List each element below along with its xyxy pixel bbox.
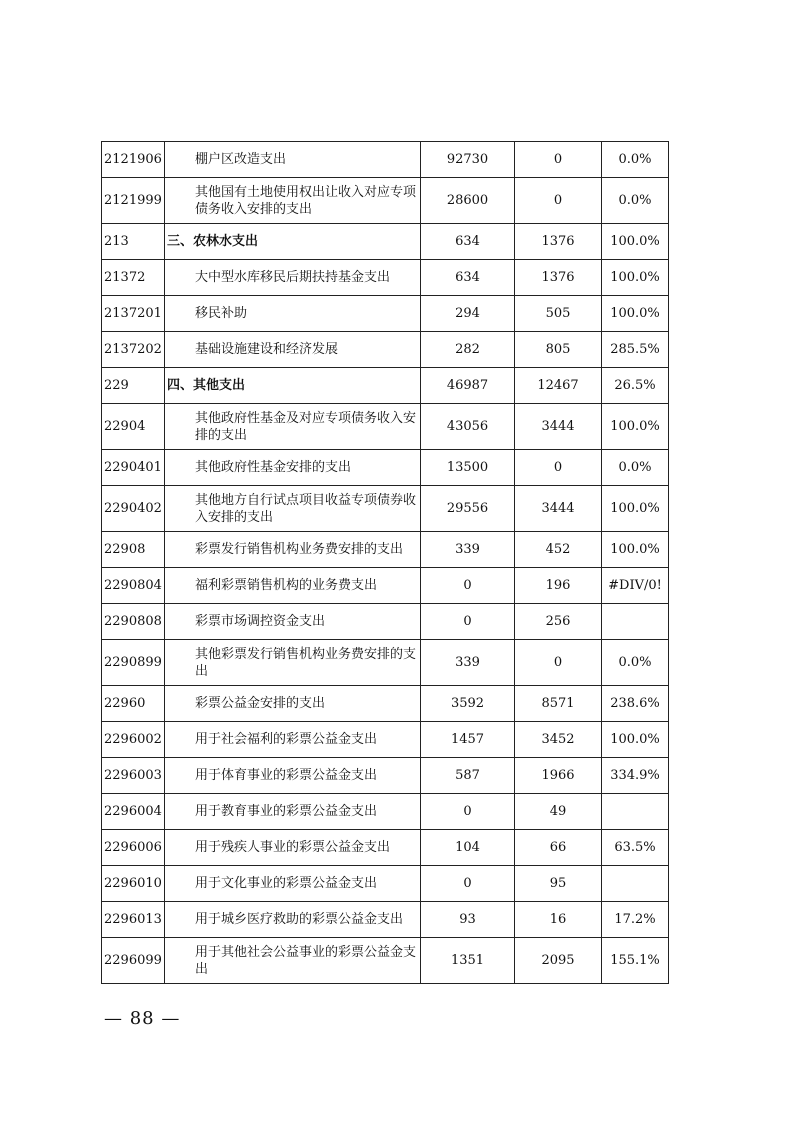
table-row [102, 758, 669, 794]
value-cell-1: 634 [421, 224, 515, 260]
value-cell-2: 1376 [515, 260, 602, 296]
value-cell-2: 0 [515, 178, 602, 224]
code-cell: 2290402 [102, 486, 165, 532]
value-cell-2: 8571 [515, 686, 602, 722]
value-cell-1: 104 [421, 830, 515, 866]
code-cell: 2290401 [102, 450, 165, 486]
item-name-cell: 用于体育事业的彩票公益金支出 [165, 758, 421, 794]
code-cell: 2290808 [102, 604, 165, 640]
value-cell-1: 0 [421, 604, 515, 640]
percent-cell: 100.0% [602, 404, 669, 450]
value-cell-2: 505 [515, 296, 602, 332]
item-name-cell: 其他地方自行试点项目收益专项债券收入安排的支出 [165, 486, 421, 532]
code-cell: 2296013 [102, 902, 165, 938]
percent-cell [602, 794, 669, 830]
item-name-cell: 用于城乡医疗救助的彩票公益金支出 [165, 902, 421, 938]
item-name-cell: 大中型水库移民后期扶持基金支出 [165, 260, 421, 296]
table-row [102, 794, 669, 830]
value-cell-2: 0 [515, 142, 602, 178]
table-row [102, 296, 669, 332]
value-cell-1: 28600 [421, 178, 515, 224]
value-cell-1: 0 [421, 866, 515, 902]
code-cell: 22908 [102, 532, 165, 568]
table-row [102, 866, 669, 902]
table-row [102, 260, 669, 296]
item-name-cell: 彩票市场调控资金支出 [165, 604, 421, 640]
value-cell-1: 43056 [421, 404, 515, 450]
percent-cell: 100.0% [602, 260, 669, 296]
table-row [102, 902, 669, 938]
percent-cell: 0.0% [602, 178, 669, 224]
table-row [102, 532, 669, 568]
code-cell: 2137202 [102, 332, 165, 368]
item-name-cell: 其他国有土地使用权出让收入对应专项债务收入安排的支出 [165, 178, 421, 224]
table-body [102, 142, 669, 984]
percent-cell: 100.0% [602, 722, 669, 758]
code-cell: 2121906 [102, 142, 165, 178]
item-name-cell: 其他政府性基金及对应专项债务收入安排的支出 [165, 404, 421, 450]
page-number: — 88 — [104, 1008, 181, 1029]
percent-cell: 17.2% [602, 902, 669, 938]
value-cell-1: 1351 [421, 938, 515, 984]
percent-cell: 100.0% [602, 296, 669, 332]
item-name-cell: 用于教育事业的彩票公益金支出 [165, 794, 421, 830]
percent-cell: 0.0% [602, 142, 669, 178]
percent-cell: 26.5% [602, 368, 669, 404]
table-row [102, 722, 669, 758]
value-cell-1: 294 [421, 296, 515, 332]
item-name-cell: 用于其他社会公益事业的彩票公益金支出 [165, 938, 421, 984]
item-name-cell: 其他政府性基金安排的支出 [165, 450, 421, 486]
percent-cell: 100.0% [602, 532, 669, 568]
item-name-cell: 四、其他支出 [165, 368, 421, 404]
table-row [102, 450, 669, 486]
value-cell-2: 196 [515, 568, 602, 604]
item-name-cell: 移民补助 [165, 296, 421, 332]
code-cell: 22960 [102, 686, 165, 722]
value-cell-1: 46987 [421, 368, 515, 404]
value-cell-1: 13500 [421, 450, 515, 486]
table-row [102, 142, 669, 178]
code-cell: 2296002 [102, 722, 165, 758]
percent-cell: 100.0% [602, 224, 669, 260]
item-name-cell: 福利彩票销售机构的业务费支出 [165, 568, 421, 604]
budget-table [101, 141, 669, 984]
code-cell: 2290804 [102, 568, 165, 604]
value-cell-2: 49 [515, 794, 602, 830]
item-name-cell: 基础设施建设和经济发展 [165, 332, 421, 368]
value-cell-2: 1966 [515, 758, 602, 794]
value-cell-2: 805 [515, 332, 602, 368]
value-cell-2: 0 [515, 640, 602, 686]
value-cell-1: 29556 [421, 486, 515, 532]
value-cell-1: 1457 [421, 722, 515, 758]
table-row [102, 686, 669, 722]
percent-cell: 285.5% [602, 332, 669, 368]
code-cell: 2296006 [102, 830, 165, 866]
value-cell-1: 339 [421, 532, 515, 568]
value-cell-2: 95 [515, 866, 602, 902]
code-cell: 2290899 [102, 640, 165, 686]
item-name-cell: 三、农林水支出 [165, 224, 421, 260]
table-row [102, 368, 669, 404]
item-name-cell: 彩票公益金安排的支出 [165, 686, 421, 722]
code-cell: 21372 [102, 260, 165, 296]
code-cell: 22904 [102, 404, 165, 450]
code-cell: 2296004 [102, 794, 165, 830]
value-cell-2: 3444 [515, 404, 602, 450]
value-cell-2: 66 [515, 830, 602, 866]
code-cell: 2296010 [102, 866, 165, 902]
code-cell: 2296099 [102, 938, 165, 984]
code-cell: 2121999 [102, 178, 165, 224]
percent-cell [602, 604, 669, 640]
item-name-cell: 用于文化事业的彩票公益金支出 [165, 866, 421, 902]
table-row [102, 604, 669, 640]
table-row [102, 178, 669, 224]
item-name-cell: 棚户区改造支出 [165, 142, 421, 178]
percent-cell: 334.9% [602, 758, 669, 794]
table-row [102, 332, 669, 368]
item-name-cell: 彩票发行销售机构业务费安排的支出 [165, 532, 421, 568]
table-row [102, 830, 669, 866]
percent-cell: 0.0% [602, 450, 669, 486]
value-cell-1: 634 [421, 260, 515, 296]
table-row [102, 640, 669, 686]
item-name-cell: 用于残疾人事业的彩票公益金支出 [165, 830, 421, 866]
value-cell-1: 339 [421, 640, 515, 686]
table-row [102, 486, 669, 532]
value-cell-2: 0 [515, 450, 602, 486]
value-cell-1: 93 [421, 902, 515, 938]
value-cell-1: 92730 [421, 142, 515, 178]
code-cell: 2137201 [102, 296, 165, 332]
table-row [102, 404, 669, 450]
table-row [102, 568, 669, 604]
code-cell: 213 [102, 224, 165, 260]
value-cell-2: 1376 [515, 224, 602, 260]
value-cell-1: 0 [421, 568, 515, 604]
value-cell-1: 0 [421, 794, 515, 830]
value-cell-2: 3444 [515, 486, 602, 532]
percent-cell: 238.6% [602, 686, 669, 722]
item-name-cell: 其他彩票发行销售机构业务费安排的支出 [165, 640, 421, 686]
value-cell-2: 16 [515, 902, 602, 938]
value-cell-1: 282 [421, 332, 515, 368]
code-cell: 2296003 [102, 758, 165, 794]
value-cell-2: 2095 [515, 938, 602, 984]
table-row [102, 938, 669, 984]
percent-cell: 0.0% [602, 640, 669, 686]
percent-cell [602, 866, 669, 902]
value-cell-2: 12467 [515, 368, 602, 404]
percent-cell: 63.5% [602, 830, 669, 866]
percent-cell: 100.0% [602, 486, 669, 532]
value-cell-2: 256 [515, 604, 602, 640]
percent-cell: 155.1% [602, 938, 669, 984]
table-row [102, 224, 669, 260]
value-cell-1: 587 [421, 758, 515, 794]
percent-cell: #DIV/0! [602, 568, 669, 604]
value-cell-2: 3452 [515, 722, 602, 758]
value-cell-1: 3592 [421, 686, 515, 722]
item-name-cell: 用于社会福利的彩票公益金支出 [165, 722, 421, 758]
value-cell-2: 452 [515, 532, 602, 568]
code-cell: 229 [102, 368, 165, 404]
